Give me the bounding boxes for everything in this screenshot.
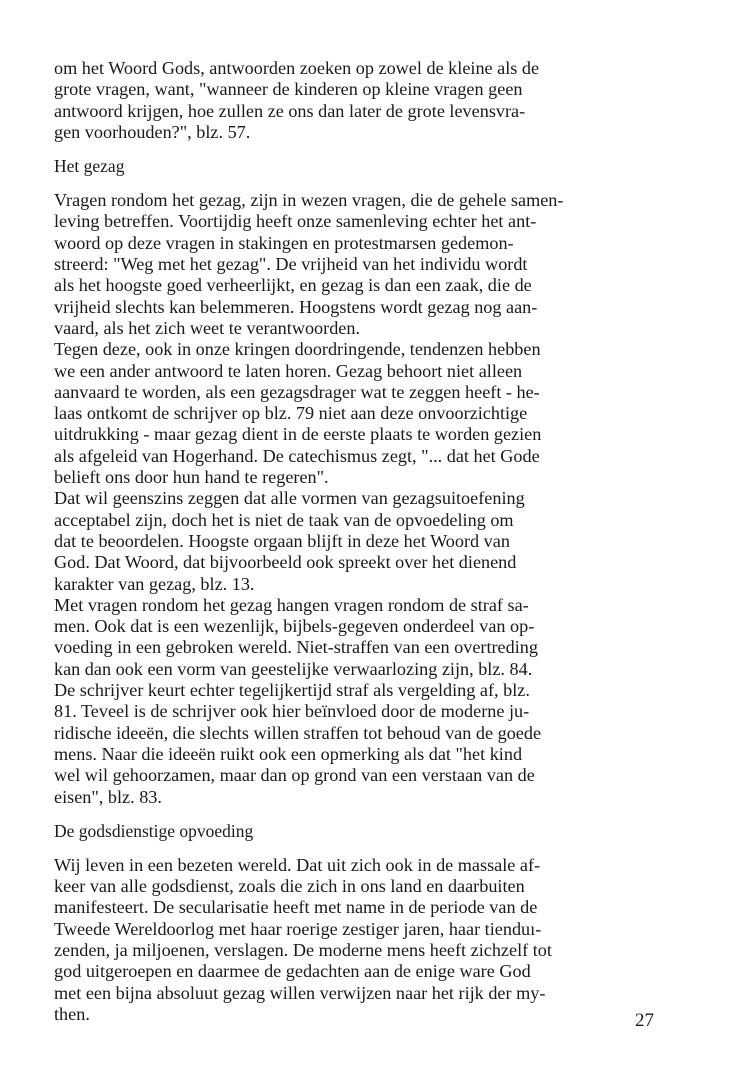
text-line: zenden, ja miljoenen, verslagen. De moderne mens heeft zichzelf tot — [54, 939, 552, 960]
text-line: keer van alle godsdienst, zoals die zich in ons land en daarbuiten — [54, 876, 525, 897]
text-line: Tweede Wereldoorlog met haar roerige zestiger jaren, haar tienduı- — [54, 918, 542, 939]
text-line: aanvaard te worden, als een gezagsdrager wat te zeggen heeft - he- — [54, 381, 540, 402]
text-line: ridische ideeën, die slechts willen straffen tot behoud van de goede — [54, 722, 542, 743]
text-line: woord op deze vragen in stakingen en protestmarsen gedemon- — [54, 232, 514, 253]
text-line: 81. Teveel is de schrijver ook hier beïnvloed door de moderne ju- — [54, 701, 530, 722]
text-line: gen voorhouden?", blz. 57. — [54, 121, 251, 142]
text-line: god uitgeroepen en daarmee de gedachten aan de enige ware God — [54, 961, 531, 982]
text-line: met een bijna absoluut gezag willen verwijzen naar het rijk der my- — [54, 982, 546, 1003]
text-line: manifesteert. De secularisatie heeft met name in de periode van de — [54, 897, 538, 918]
text-line: Vragen rondom het gezag, zijn in wezen vragen, die de gehele samen- — [54, 190, 564, 211]
text-line: als afgeleid van Hogerhand. De catechismus zegt, "... dat het Gode — [54, 445, 540, 466]
text-line: voeding in een gebroken wereld. Niet-straffen van een overtreding — [54, 637, 538, 658]
text-line: Dat wil geenszins zeggen dat alle vormen van gezagsuitoefening — [54, 488, 525, 509]
text-line: De schrijver keurt echter tegelijkertijd straf als vergelding af, blz. — [54, 680, 530, 701]
text-line: vaard, als het zich weet te verantwoorden. — [54, 317, 361, 338]
text-line: uitdrukking - maar gezag dient in de eerste plaats te worden gezien — [54, 424, 542, 445]
text-line: karakter van gezag, blz. 13. — [54, 573, 255, 594]
section-godsdienstige-opvoeding-body — [54, 855, 694, 1025]
text-line: then. — [54, 1003, 90, 1024]
text-line: antwoord krijgen, hoe zullen ze ons dan later de grote levensvra- — [54, 100, 526, 121]
text-line: kan dan ook een vorm van geestelijke verwaarlozing zijn, blz. 84. — [54, 658, 533, 679]
text-line: men. Ook dat is een wezenlijk, bijbels-gegeven onderdeel van op- — [54, 616, 535, 637]
text-line: Wij leven in een bezeten wereld. Dat uit zich ook in de massale af- — [54, 854, 541, 875]
text-line: eisen", blz. 83. — [54, 786, 162, 807]
text-line: streerd: "Weg met het gezag". De vrijheid van het individu wordt — [54, 254, 528, 275]
text-line: we een ander antwoord te laten horen. Gezag behoort niet alleen — [54, 360, 523, 381]
section-heading-gezag: Het gezag — [54, 156, 125, 177]
section-gezag-body — [54, 190, 694, 808]
text-line: God. Dat Woord, dat bijvoorbeeld ook spreekt over het dienend — [54, 552, 517, 573]
text-line: Tegen deze, ook in onze kringen doordringende, tendenzen hebben — [54, 339, 541, 360]
text-line: acceptabel zijn, doch het is niet de taak van de opvoedeling om — [54, 509, 514, 530]
text-line: mens. Naar die ideeën ruikt ook een opmerking als dat "het kind — [54, 743, 523, 764]
text-line: Met vragen rondom het gezag hangen vragen rondom de straf sa- — [54, 594, 529, 615]
intro-paragraph — [54, 58, 694, 143]
text-line: laas ontkomt de schrijver op blz. 79 niet aan deze onvoorzichtige — [54, 403, 528, 424]
text-line: belieft ons door hun hand te regeren". — [54, 467, 329, 488]
text-line: dat te beoordelen. Hoogste orgaan blijft in deze het Woord van — [54, 530, 510, 551]
text-line: leving betreffen. Voortijdig heeft onze samenleving echter het ant- — [54, 211, 537, 232]
section-heading-godsdienstige-opvoeding: De godsdienstige opvoeding — [54, 820, 254, 841]
page-number: 27 — [635, 1010, 654, 1031]
text-line: vrijheid slechts kan belemmeren. Hoogstens wordt gezag nog aan- — [54, 296, 538, 317]
text-line: om het Woord Gods, antwoorden zoeken op zowel de kleine als de — [54, 58, 540, 78]
text-line: wel wil gehoorzamen, maar dan op grond van een verstaan van de — [54, 765, 535, 786]
text-line: als het hoogste goed verheerlijkt, en gezag is dan een zaak, die de — [54, 275, 532, 296]
page-body — [54, 58, 694, 1025]
text-line: grote vragen, want, "wanneer de kinderen op kleine vragen geen — [54, 79, 523, 100]
